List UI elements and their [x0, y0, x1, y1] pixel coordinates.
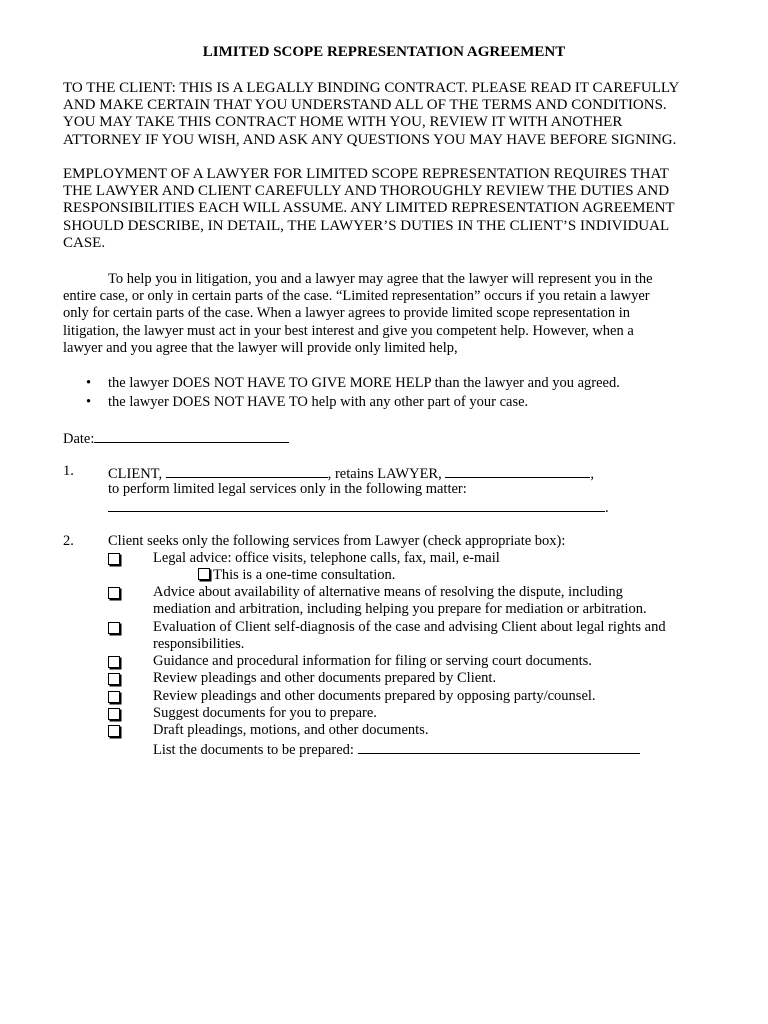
- date-label: Date:: [63, 431, 95, 447]
- service-suggest-docs: Suggest documents for you to prepare.: [153, 705, 377, 721]
- intro-line: entire case, or only in certain parts of the case. “Limited representation” occurs if you retain a lawyer: [63, 288, 650, 305]
- one-time-label: This is a one-time consultation.: [213, 567, 396, 583]
- intro-line: lawyer and you agree that the lawyer will provide only limited help,: [63, 339, 458, 356]
- service-adr-advice: Advice about availability of alternative means of resolving the dispute, including mediation and arbitration, including helping you prepare for mediation or arbitration.: [153, 584, 647, 617]
- period-text: .: [605, 500, 609, 516]
- client-label: CLIENT,: [108, 466, 163, 482]
- bullet-item: • the lawyer DOES NOT HAVE TO GIVE MORE HELP than the lawyer and you agreed.: [86, 375, 620, 391]
- intro-line: litigation, the lawyer must act in your best interest and give you competent help. However, when a: [63, 322, 634, 339]
- notice-line: ATTORNEY IF YOU WISH, AND ASK ANY QUESTIONS YOU MAY HAVE BEFORE SIGNING.: [63, 131, 677, 148]
- legal-advice-checkbox[interactable]: [108, 553, 120, 565]
- matter-label: to perform limited legal services only in the following matter:: [108, 481, 467, 497]
- employment-line: THE LAWYER AND CLIENT CAREFULLY AND THOROUGHLY REVIEW THE DUTIES AND: [63, 183, 670, 200]
- bullet-item: • the lawyer DOES NOT HAVE TO help with any other part of your case.: [86, 394, 529, 410]
- notice-line: TO THE CLIENT: THIS IS A LEGALLY BINDING CONTRACT. PLEASE READ IT CAREFULLY: [63, 80, 680, 96]
- item1-number: 1.: [63, 463, 74, 479]
- review-client-docs-checkbox[interactable]: [108, 673, 120, 685]
- bullet-icon: •: [86, 394, 92, 410]
- employment-line: SHOULD DESCRIBE, IN DETAIL, THE LAWYER’S DUTIES IN THE CLIENT’S INDIVIDUAL: [63, 217, 670, 234]
- employment-notice: [63, 166, 713, 252]
- self-diagnosis-checkbox[interactable]: [108, 622, 120, 634]
- lawyer-name-field[interactable]: [445, 463, 590, 478]
- notice-line: AND MAKE CERTAIN THAT YOU UNDERSTAND ALL OF THE TERMS AND CONDITIONS.: [63, 97, 667, 114]
- intro-line: To help you in litigation, you and a lawyer may agree that the lawyer will represent you in the: [108, 271, 653, 287]
- matter-field[interactable]: [108, 497, 605, 512]
- matter-row: [108, 497, 609, 517]
- bullet-icon: •: [86, 375, 92, 391]
- draft-pleadings-checkbox[interactable]: [108, 725, 120, 737]
- employment-line: EMPLOYMENT OF A LAWYER FOR LIMITED SCOPE REPRESENTATION REQUIRES THAT: [63, 166, 669, 182]
- retains-lawyer-label: , retains LAWYER,: [327, 466, 442, 482]
- limited-help-bullets: [63, 375, 713, 413]
- service-self-diagnosis: Evaluation of Client self-diagnosis of the case and advising Client about legal rights and responsibilities.: [153, 619, 666, 652]
- procedural-guidance-checkbox[interactable]: [108, 656, 120, 668]
- item2-number: 2.: [63, 533, 74, 549]
- suggest-docs-checkbox[interactable]: [108, 708, 120, 720]
- list-docs-label: List the documents to be prepared:: [153, 742, 354, 758]
- date-row: [63, 428, 289, 448]
- review-opposing-docs-checkbox[interactable]: [108, 691, 120, 703]
- adr-advice-checkbox[interactable]: [108, 587, 120, 599]
- service-review-opposing-docs: Review pleadings and other documents prepared by opposing party/counsel.: [153, 688, 596, 704]
- employment-line: RESPONSIBILITIES EACH WILL ASSUME. ANY LIMITED REPRESENTATION AGREEMENT: [63, 200, 675, 217]
- client-name-field[interactable]: [166, 463, 328, 478]
- notice-line: YOU MAY TAKE THIS CONTRACT HOME WITH YOU, REVIEW IT WITH ANOTHER: [63, 114, 623, 131]
- client-retains-row: [108, 463, 594, 483]
- date-field[interactable]: [94, 428, 289, 443]
- one-time-checkbox[interactable]: [198, 568, 210, 580]
- service-legal-advice: Legal advice: office visits, telephone calls, fax, mail, e-mail: [153, 550, 500, 566]
- services-intro: Client seeks only the following services from Lawyer (check appropriate box):: [108, 533, 566, 549]
- service-procedural-guidance: Guidance and procedural information for filing or serving court documents.: [153, 653, 592, 669]
- employment-line: CASE.: [63, 234, 106, 251]
- service-draft-pleadings: Draft pleadings, motions, and other documents.: [153, 722, 429, 738]
- client-notice: [63, 80, 713, 149]
- list-docs-row: [153, 739, 640, 759]
- list-docs-field[interactable]: [358, 739, 640, 754]
- service-review-client-docs: Review pleadings and other documents prepared by Client.: [153, 670, 497, 686]
- intro-line: only for certain parts of the case. When a lawyer agrees to provide limited scope representation in: [63, 305, 631, 322]
- comma-text: ,: [590, 466, 594, 482]
- intro-paragraph: [63, 271, 713, 357]
- document-title: LIMITED SCOPE REPRESENTATION AGREEMENT: [202, 44, 566, 60]
- one-time-row: [198, 567, 395, 584]
